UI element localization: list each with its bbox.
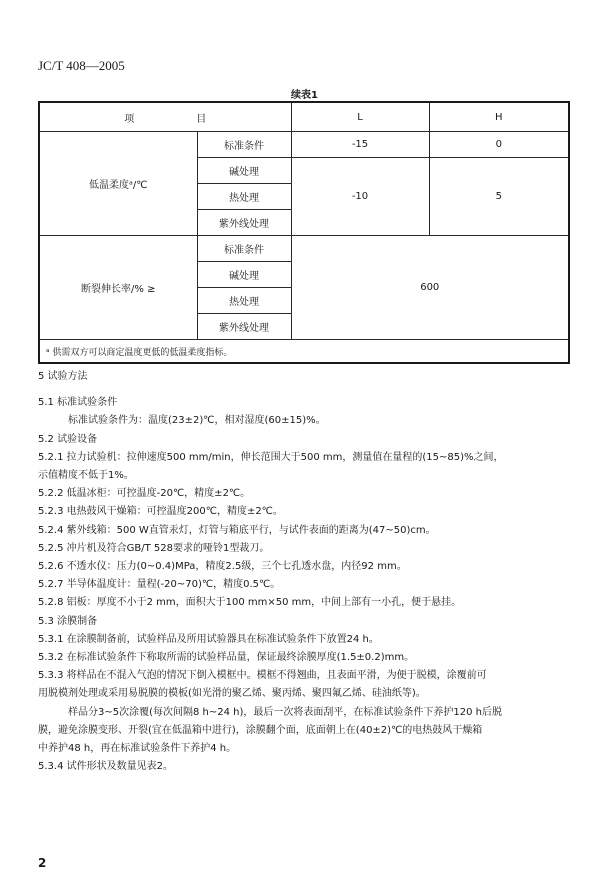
paragraph: 5.3.2 在标准试验条件下称取所需的试验样品量，保证最终涂膜厚度(1.5±0.2)mm。 [38, 652, 415, 664]
standard-number: JC/T 408—2005 [38, 58, 125, 73]
table-header-row [39, 102, 569, 132]
paragraph: 5.3.4 试件形状及数量见表2。 [38, 761, 173, 773]
spec-table [38, 101, 570, 364]
paragraph: 标准试验条件为：温度(23±2)℃，相对湿度(60±15)%。 [68, 415, 326, 427]
group2-condition: 热处理 [197, 288, 291, 314]
paragraph: 5.2.5 冲片机及符合GB/T 528要求的哑铃1型裁刀。 [38, 542, 270, 554]
group1-condition: 紫外线处理 [197, 210, 291, 236]
table-caption: 续表1 [291, 90, 318, 101]
group1-h-std: 0 [429, 132, 569, 158]
group2-condition: 标准条件 [197, 236, 291, 262]
paragraph: 膜，避免涂膜变形、开裂(宜在低温箱中进行)，涂膜翻个面，底面朝上在(40±2)℃的电热鼓风干燥箱 [38, 724, 483, 736]
table-row [39, 236, 569, 262]
section-heading: 5 试验方法 [38, 371, 88, 382]
group2-label: 断裂伸长率/% ≥ [39, 236, 197, 340]
paragraph: 5.2.7 半导体温度计：量程(-20~70)℃，精度0.5℃。 [38, 579, 281, 591]
paragraph: 5.2.4 紫外线箱：500 W直管汞灯，灯管与箱底平行，与试件表面的距离为(47~50)cm。 [38, 524, 436, 536]
paragraph: 5.2.8 铝板：厚度不小于2 mm，面积大于100 mm×50 mm，中间上部有一小孔，便于悬挂。 [38, 597, 462, 609]
group1-condition: 碱处理 [197, 158, 291, 184]
section-heading: 5.2 试验设备 [38, 433, 98, 445]
section-heading: 5.1 标准试验条件 [38, 397, 118, 409]
group1-condition: 标准条件 [197, 132, 291, 158]
group1-condition: 热处理 [197, 184, 291, 210]
paragraph: 5.2.3 电热鼓风干燥箱：可控温度200℃，精度±2℃。 [38, 506, 283, 518]
paragraph: 5.2.2 低温冰柜：可控温度-20℃，精度±2℃。 [38, 488, 251, 500]
group1-l-rest: -10 [291, 158, 429, 236]
group2-value: 600 [291, 236, 569, 340]
paragraph: 中养护48 h，再在标准试验条件下养护4 h。 [38, 743, 237, 755]
header-l: L [291, 102, 429, 132]
table-row [39, 132, 569, 158]
group1-h-rest: 5 [429, 158, 569, 236]
paragraph: 5.2.6 不透水仪：压力(0~0.4)MPa，精度2.5级，三个七孔透水盘，内径92 mm。 [38, 561, 407, 573]
group2-condition: 碱处理 [197, 262, 291, 288]
body-text [38, 368, 573, 776]
paragraph: 5.3.1 在涂膜制备前，试验样品及所用试验器具在标准试验条件下放置24 h。 [38, 633, 379, 645]
header-h: H [429, 102, 569, 132]
section-heading: 5.3 涂膜制备 [38, 615, 98, 627]
group1-l-std: -15 [291, 132, 429, 158]
paragraph: 样品分3~5次涂覆(每次间隔8 h~24 h)，最后一次将表面刮平，在标准试验条件下养护120 h后脱 [68, 706, 503, 718]
table-footnote-row [39, 340, 569, 364]
paragraph: 示值精度不低于1%。 [38, 470, 134, 482]
table-footnote: ᵃ 供需双方可以商定温度更低的低温柔度指标。 [39, 340, 569, 364]
group1-label: 低温柔度ᵃ/℃ [39, 132, 197, 236]
paragraph: 5.2.1 拉力试验机：拉伸速度500 mm/min，伸长范围大于500 mm，测量值在量程的(15~85)%之间， [38, 451, 504, 463]
group2-condition: 紫外线处理 [197, 314, 291, 340]
page-number: 2 [38, 856, 47, 870]
paragraph: 5.3.3 将样品在不混入气泡的情况下倒入模框中。模框不得翘曲，且表面平滑，为便于脱模，涂覆前可 [38, 670, 487, 682]
header-item: 项 目 [39, 102, 291, 132]
paragraph: 用脱模剂处理或采用易脱膜的模板(如光滑的聚乙烯、聚丙烯、聚四氟乙烯、硅油纸等)。 [38, 688, 426, 700]
